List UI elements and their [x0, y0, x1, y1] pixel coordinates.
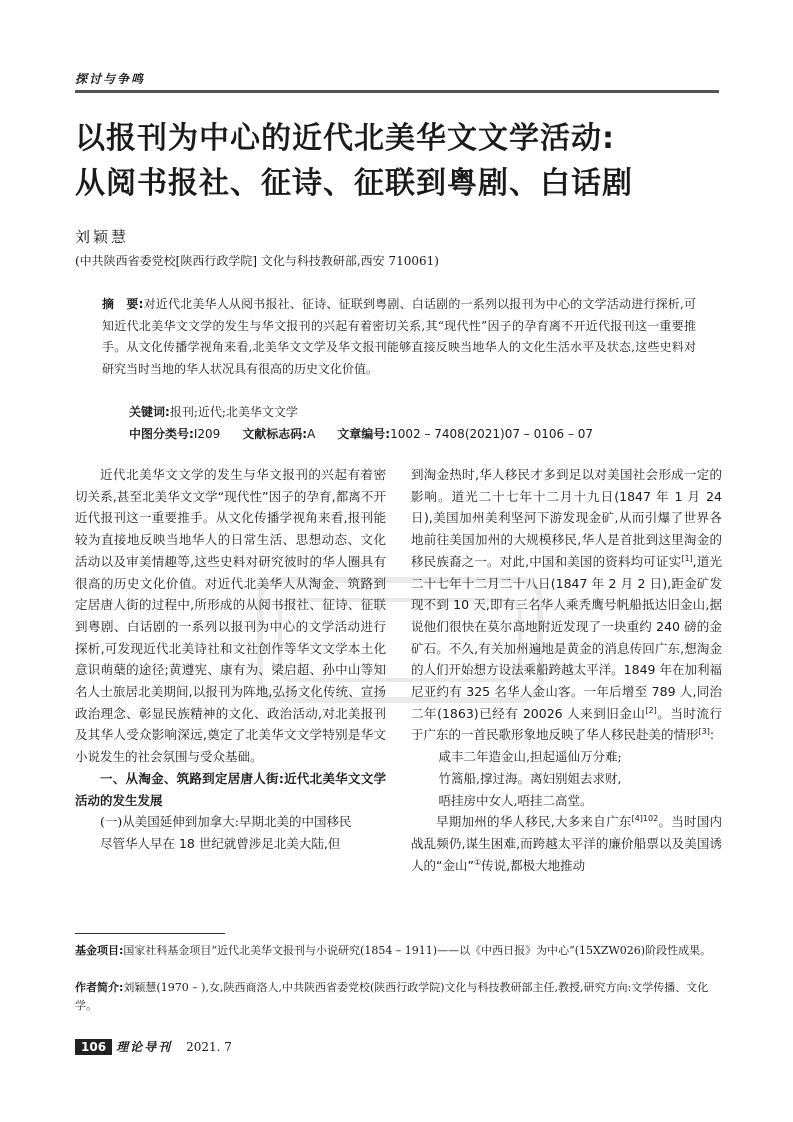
section-label: 探讨与争鸣 [75, 72, 146, 86]
poem-line: 咸丰二年造金山,担起遥仙万分难; [438, 749, 622, 765]
keywords-label: 关键词: [129, 405, 170, 419]
keywords-text: 报刊;近代;北美华文文学 [169, 405, 298, 419]
section-heading: 一、从淘金、筑路到定居唐人街:近代北美华文文学活动的发生发展 [75, 770, 386, 808]
author-name: 刘颖慧 [75, 228, 130, 246]
page-footer [75, 1038, 232, 1055]
author-affiliation: (中共陕西省委党校[陕西行政学院] 文化与科技教研部,西安 710061) [75, 254, 439, 268]
body-paragraph [411, 811, 722, 876]
text-run: : [709, 727, 715, 743]
issue-number: 2021. 7 [186, 1039, 232, 1054]
citation-ref: [1] [681, 553, 693, 563]
keywords [129, 403, 298, 420]
header-rule [75, 90, 719, 93]
title-line-1: 以报刊为中心的近代北美华文文学活动: [75, 121, 615, 156]
article-number-value: 1002 – 7408(2021)07 – 0106 – 07 [390, 427, 594, 441]
text-run: 早期加州的华人移民,大多来自广东 [436, 814, 632, 830]
text-run: 。当时流行于广东的一首民歌形象地反映了华人移民赴美的情形 [411, 705, 722, 743]
text-run: ,道光二十七年十二月二十八日(1847 年 2 月 2 日),距金矿发现不到 10 天,即有三名华人乘秃鹰号帆船抵达旧金山,据说他们很快在莫尔高地附近发现了一块重约 240 磅的金矿石。不久,有关加州遍地是黄金的消息传回广东,想淘金的人们开始想方设法乘船跨越太平洋。1849 年在加利福尼亚约有 325 名华人金山客。一年后增至 789 人,同治二年(1863)已经有 20026 人来到旧金山 [411, 553, 722, 721]
author-bio-label: 作者简介: [75, 981, 124, 994]
citation-ref: [4]102 [631, 814, 659, 824]
article-number-label: 文章编号: [337, 427, 391, 441]
body-column-left [75, 464, 386, 855]
body-column-right [411, 464, 722, 876]
poem-line: 唔挂房中女人,唔挂二高堂。 [438, 792, 593, 808]
author-bio-text: 刘颖慧(1970 – ),女,陕西商洛人,中共陕西省委党校(陕西行政学院)文化与科技教研部主任,教授,研究方向:文学传播、文化学。 [75, 981, 709, 1012]
poem-line: 竹篙船,撑过海。离妇别姐去求财, [438, 770, 622, 786]
clc-label: 中图分类号: [129, 427, 194, 441]
fund-text: 国家社科基金项目“近代北美华文报刊与小说研究(1854 – 1911)——以《中西日报》为中心”(15XZW026)阶段性成果。 [123, 944, 712, 957]
abstract [102, 294, 696, 380]
fund-label: 基金项目: [75, 944, 124, 957]
body-paragraph [411, 464, 722, 746]
footnote-author [75, 979, 721, 1015]
citation-ref: [3] [698, 727, 710, 737]
article-title [75, 116, 725, 206]
subsection-heading: (一)从美国延伸到加拿大:早期北美的中国移民 [100, 814, 352, 830]
body-paragraph: 尽管华人早在 18 世纪就曾涉足北美大陆,但 [100, 835, 341, 851]
citation-ref: [2] [645, 705, 657, 715]
page-number: 106 [75, 1039, 112, 1055]
abstract-text: 对近代北美华人从阅书报社、征诗、征联到粤剧、白话剧的一系列以报刊为中心的文学活动进行探析,可知近代北美华文文学的发生与华文报刊的兴起有着密切关系,其“现代性”因子的孕育离不开近代报刊这一重要推手。从文化传播学视角来看,北美华文文学及华文报刊能够直接反映当地华人的文化生活水平及状态,这些史料对研究当时当地的华人状况具有很高的历史文化价值。 [102, 297, 696, 376]
abstract-label: 摘 要: [102, 297, 144, 311]
footnote-fund [75, 942, 721, 960]
text-run: 。当时国内战乱频仍,谋生困难,而跨越太平洋的廉价船票以及美国诱人的“金山” [411, 814, 722, 873]
classification-line [129, 425, 593, 442]
doc-code-label: 文献标志码: [242, 427, 308, 441]
clc-value: I209 [193, 427, 221, 441]
footnote-ref: ① [473, 857, 482, 867]
text-run: 传说,都极大地推动 [481, 857, 586, 873]
doc-code-value: A [307, 427, 316, 441]
body-paragraph: 近代北美华文文学的发生与华文报刊的兴起有着密切关系,甚至北美华文文学“现代性”因子的孕育,都离不开近代报刊这一重要推手。从文化传播学视角来看,报刊能较为直接地反映当地华人的日常生活、思想动态、文化活动以及审美情趣等,这些史料对研究彼时的华人圈具有很高的历史文化价值。对近代北美华人从淘金、筑路到定居唐人街的过程中,所形成的从阅书报社、征诗、征联到粤剧、白话剧的一系列以报刊为中心的文学活动进行探析,可发现近代北美诗社和文社创作等华文文学本土化意识萌蘖的途径;黄遵宪、康有为、梁启超、孙中山等知名人士旅居北美期间,以报刊为阵地,弘扬文化传统、宣扬政治理念、彰显民族精神的文化、政治活动,对北美报刊及其华人受众影响深远,奠定了北美华文文学特别是华文小说发生的社会氛围与受众基础。 [75, 467, 386, 765]
journal-name: 理论导刊 [116, 1040, 173, 1054]
text-run: 到淘金热时,华人移民才多到足以对美国社会形成一定的影响。道光二十七年十二月十九日(1847 年 1 月 24 日),美国加州美利坚河下游发现金矿,从而引爆了世界各地前往美国加州的大规模移民,华人是首批到这里淘金的移民族裔之一。对此,中国和美国的资料均可证实 [411, 467, 722, 569]
footnote-rule [75, 933, 225, 934]
title-line-2: 从阅书报社、征诗、征联到粤剧、白话剧 [75, 166, 633, 201]
